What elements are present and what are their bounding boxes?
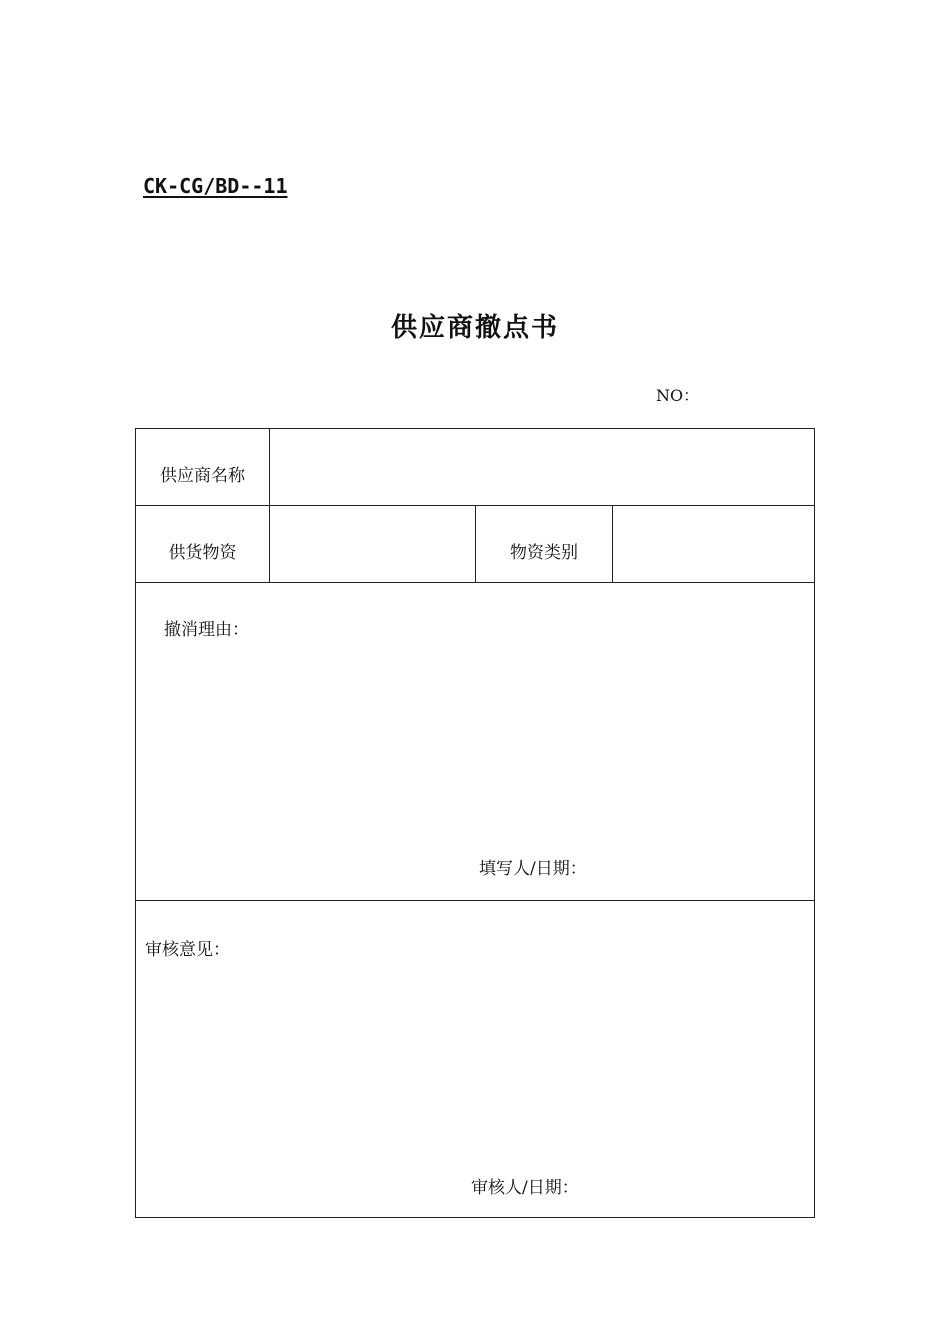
category-label: 物资类别 — [476, 506, 613, 582]
revoke-reason-label: 撤消理由： — [164, 620, 249, 640]
document-number-label: NO： — [656, 386, 700, 405]
reviewer-date-label: 审核人/日期： — [471, 1178, 579, 1198]
supplier-name-row — [136, 429, 814, 506]
goods-label: 供货物资 — [136, 506, 270, 582]
category-field[interactable] — [613, 506, 814, 582]
supplier-name-label: 供应商名称 — [136, 429, 270, 505]
review-opinion-label: 审核意见： — [145, 940, 230, 960]
supplier-removal-form-table — [135, 428, 815, 1218]
revoke-reason-section[interactable] — [136, 583, 814, 901]
form-code: CK-CG/BD--11 — [143, 174, 288, 198]
goods-field[interactable] — [270, 506, 476, 582]
document-title: 供应商撤点书 — [390, 313, 559, 343]
goods-row — [136, 506, 814, 583]
review-opinion-section[interactable] — [136, 901, 814, 1217]
supplier-name-field[interactable] — [270, 429, 814, 505]
filler-date-label: 填写人/日期： — [479, 859, 587, 879]
